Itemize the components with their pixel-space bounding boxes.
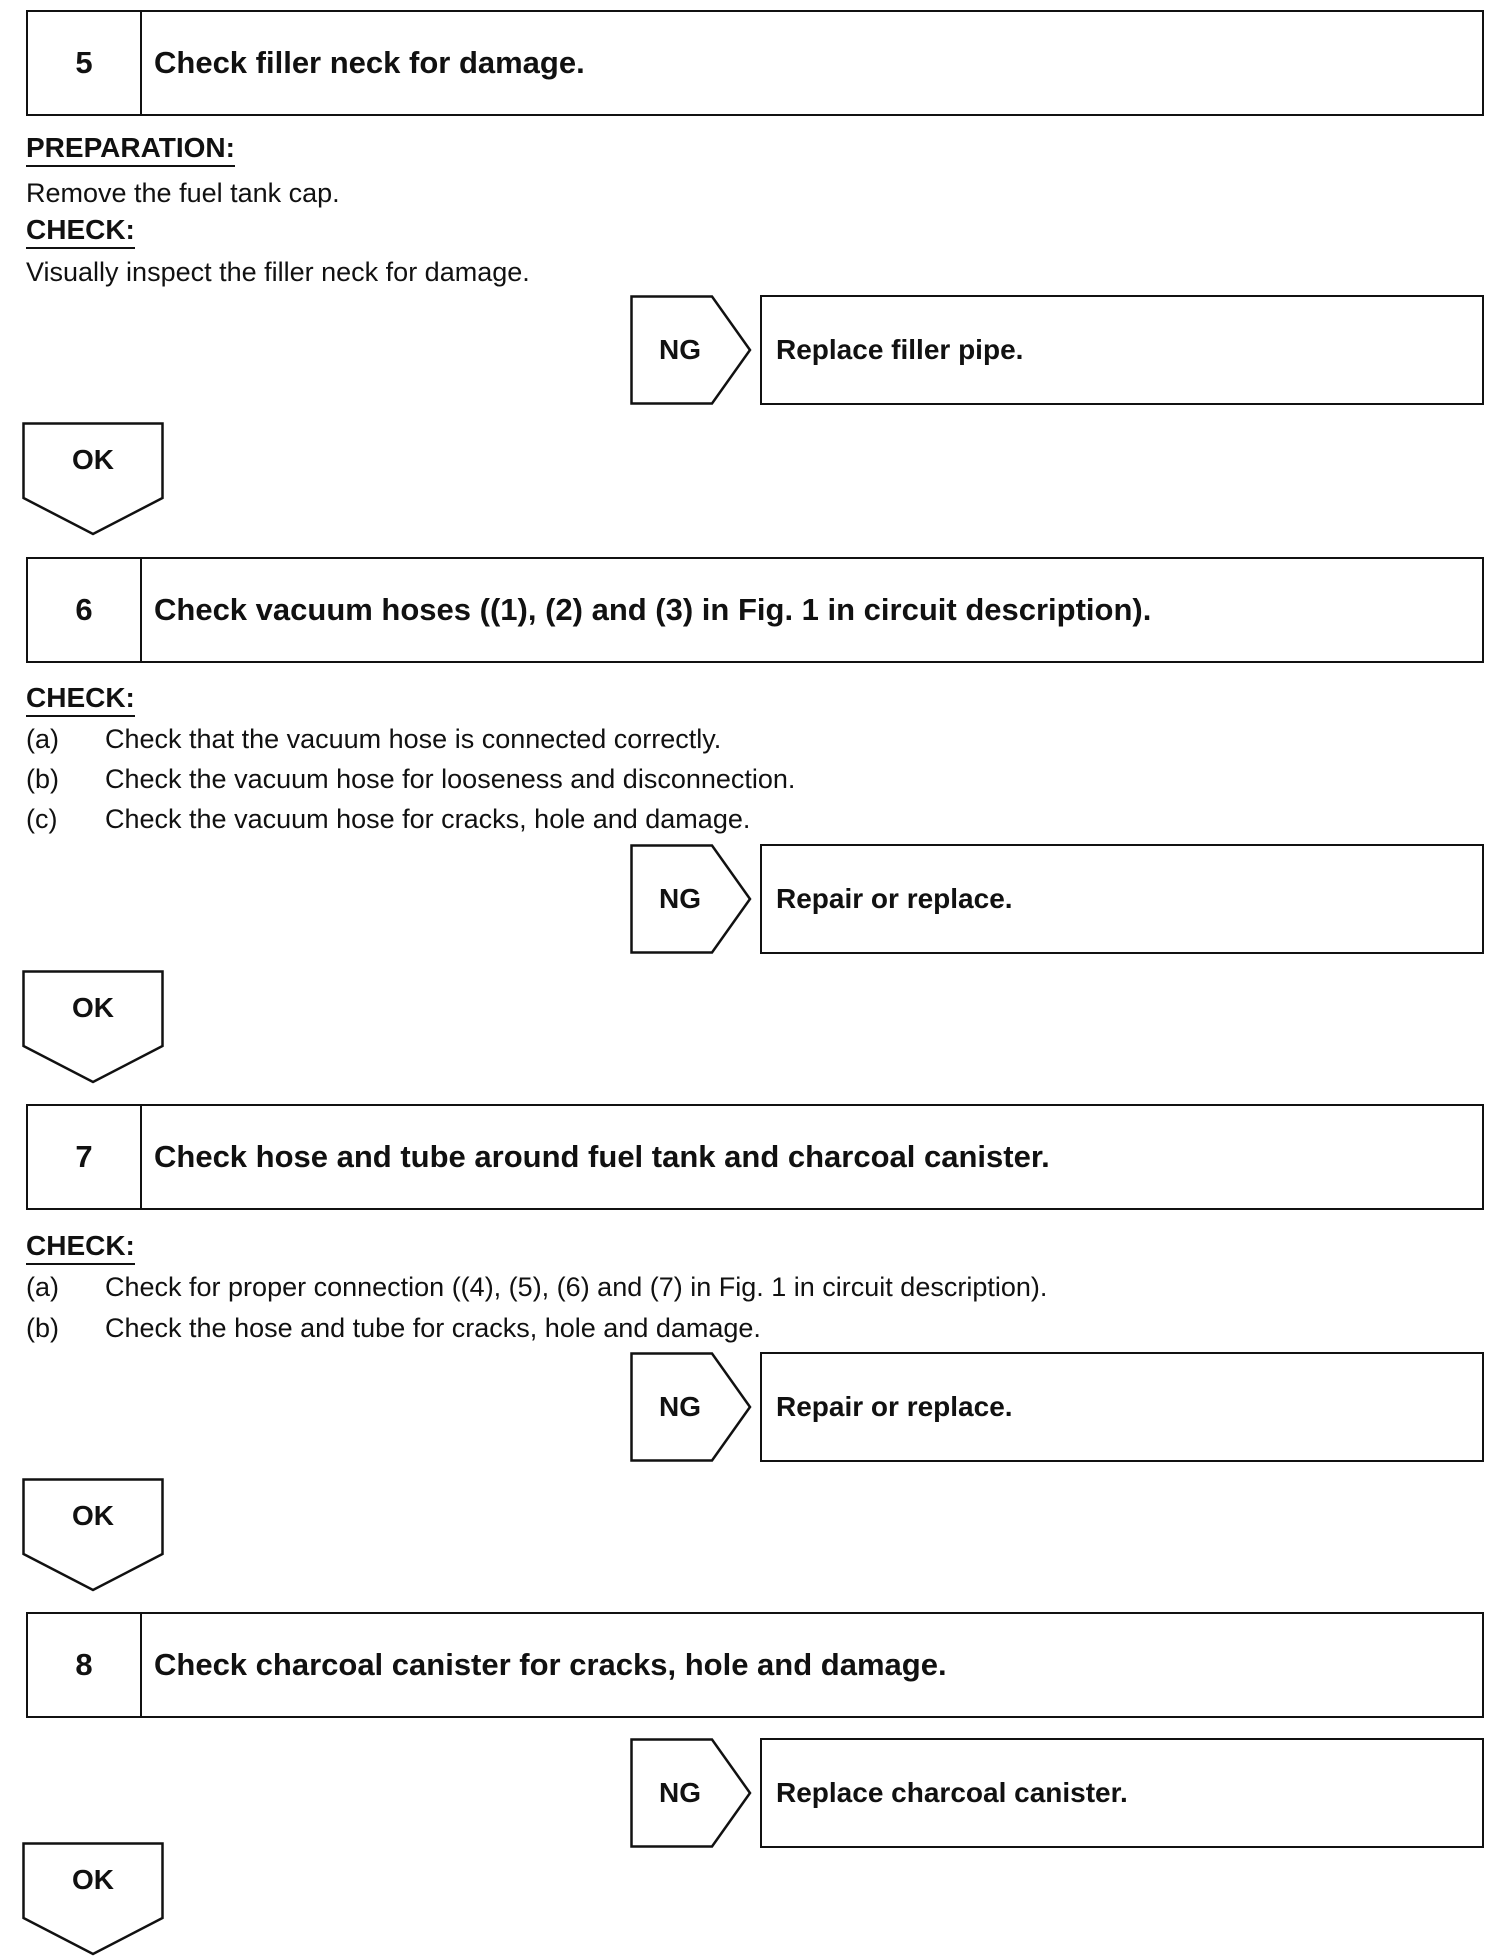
list-item-key: (a): [26, 1272, 59, 1302]
step-number: 7: [28, 1106, 142, 1208]
check-label: CHECK:: [26, 1230, 135, 1265]
ng-label: NG: [659, 334, 701, 365]
list-item-key: (c): [26, 804, 58, 834]
ng-action-box: Replace charcoal canister.: [760, 1738, 1484, 1848]
step-number: 8: [28, 1614, 142, 1716]
ok-label: OK: [72, 1500, 114, 1531]
step-title: Check hose and tube around fuel tank and charcoal canister.: [154, 1139, 1050, 1174]
ng-label: NG: [659, 1391, 701, 1422]
list-item-text: Check the hose and tube for cracks, hole and damage.: [105, 1313, 761, 1343]
check-label: CHECK:: [26, 682, 135, 717]
ng-action-box: Repair or replace.: [760, 844, 1484, 954]
step-8-header: [26, 1612, 1484, 1718]
ng-action-box: Repair or replace.: [760, 1352, 1484, 1462]
ng-label: NG: [659, 883, 701, 914]
ok-label: OK: [72, 1864, 114, 1895]
list-item-text: Check that the vacuum hose is connected correctly.: [105, 724, 722, 754]
step-number: 5: [28, 12, 142, 114]
step-title: Check vacuum hoses ((1), (2) and (3) in Fig. 1 in circuit description).: [154, 592, 1152, 627]
step-title: Check charcoal canister for cracks, hole and damage.: [154, 1647, 947, 1682]
ok-label: OK: [72, 444, 114, 475]
list-item-text: Check the vacuum hose for cracks, hole and damage.: [105, 804, 751, 834]
list-item-text: Check the vacuum hose for looseness and disconnection.: [105, 764, 796, 794]
step-7-header: [26, 1104, 1484, 1210]
step-number: 6: [28, 559, 142, 661]
list-item-key: (b): [26, 1313, 59, 1343]
step-5-header: [26, 10, 1484, 116]
ok-label: OK: [72, 992, 114, 1023]
preparation-text: Remove the fuel tank cap.: [26, 178, 340, 208]
ng-action-box: Replace filler pipe.: [760, 295, 1484, 405]
list-item-key: (a): [26, 724, 59, 754]
step-title: Check filler neck for damage.: [154, 45, 585, 80]
step-6-header: [26, 557, 1484, 663]
list-item-key: (b): [26, 764, 59, 794]
check-label: CHECK:: [26, 214, 135, 249]
check-text: Visually inspect the filler neck for damage.: [26, 257, 530, 287]
preparation-label: PREPARATION:: [26, 132, 235, 167]
ng-label: NG: [659, 1777, 701, 1808]
list-item-text: Check for proper connection ((4), (5), (6) and (7) in Fig. 1 in circuit description).: [105, 1272, 1048, 1302]
